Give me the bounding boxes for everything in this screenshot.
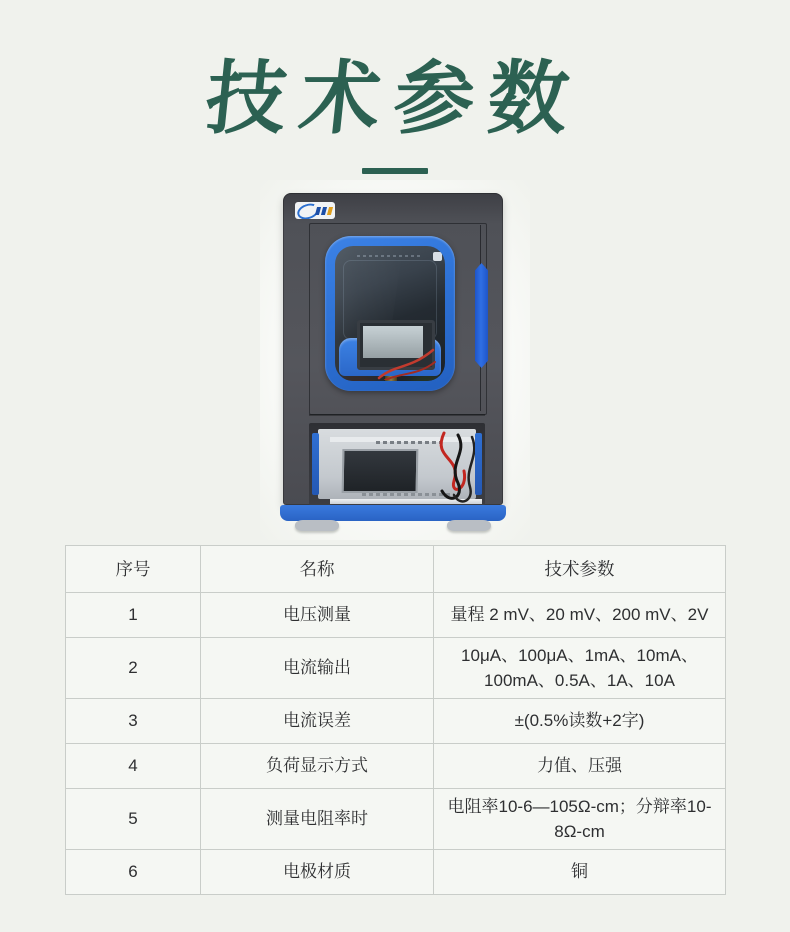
cell-name: 电流输出 (201, 638, 434, 699)
device-foot-left (295, 520, 339, 531)
panel-divider (309, 414, 485, 416)
cell-spec: 力值、压强 (434, 744, 726, 789)
cell-spec: 量程 2 mV、20 mV、200 mV、2V (434, 593, 726, 638)
header-spec: 技术参数 (434, 546, 726, 593)
cell-name: 测量电阻率时 (201, 789, 434, 850)
cell-name: 电压测量 (201, 593, 434, 638)
cell-name: 电极材质 (201, 850, 434, 895)
title-underline (362, 168, 428, 174)
cell-no: 1 (66, 593, 201, 638)
table-header-row (66, 546, 726, 593)
product-photo (260, 180, 530, 540)
table-row (66, 638, 726, 699)
brand-logo-icon (295, 202, 335, 219)
inner-faint-label (357, 255, 423, 257)
bay-rail-right (475, 433, 482, 495)
device-cabinet (283, 193, 503, 533)
cell-no: 2 (66, 638, 201, 699)
table-row (66, 850, 726, 895)
logo-mark (327, 207, 333, 215)
device-foot-right (447, 520, 491, 531)
page-title: 技术参数 (201, 51, 588, 145)
device-base (280, 505, 506, 521)
table-row (66, 744, 726, 789)
cell-no: 4 (66, 744, 201, 789)
window-label-icon (433, 252, 442, 261)
lower-instrument-bay (309, 423, 485, 505)
header-name: 名称 (201, 546, 434, 593)
control-unit (318, 429, 476, 499)
table-row (66, 593, 726, 638)
cell-spec: 铜 (434, 850, 726, 895)
cell-name: 负荷显示方式 (201, 744, 434, 789)
cell-spec: 10μA、100μA、1mA、10mA、100mA、0.5A、1A、10A (434, 638, 726, 699)
door-handle (475, 263, 488, 368)
cell-spec: ±(0.5%读数+2字) (434, 699, 726, 744)
door-window-frame (325, 236, 455, 391)
control-unit-screen (342, 449, 419, 493)
cell-no: 6 (66, 850, 201, 895)
cell-no: 3 (66, 699, 201, 744)
bay-rail-left (312, 433, 319, 495)
cell-no: 5 (66, 789, 201, 850)
test-lead-cables (414, 429, 494, 513)
spec-table (65, 545, 726, 895)
cell-name: 电流误差 (201, 699, 434, 744)
table-row (66, 699, 726, 744)
red-wires (375, 342, 439, 380)
cell-spec: 电阻率10-6—105Ω-cm；分辩率10-8Ω-cm (434, 789, 726, 850)
table-row (66, 789, 726, 850)
door-window-glass (335, 246, 445, 381)
header-no: 序号 (66, 546, 201, 593)
